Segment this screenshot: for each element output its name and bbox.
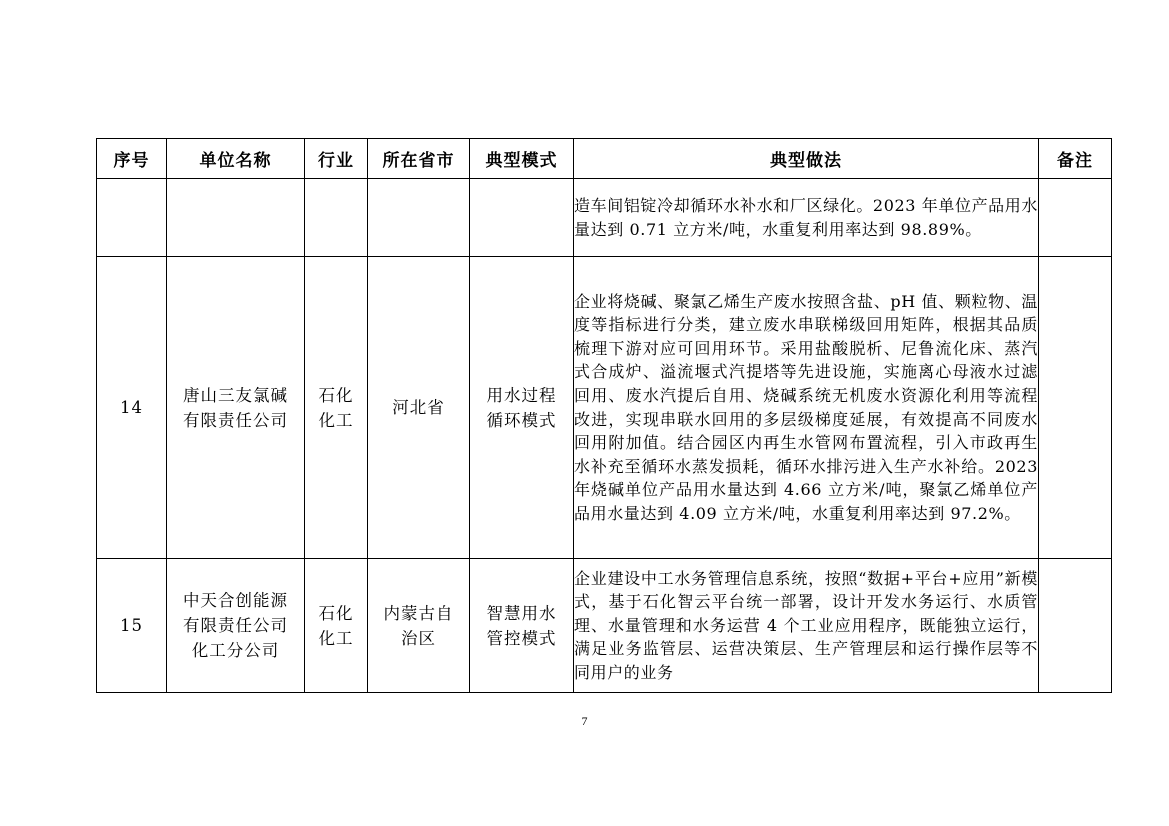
cell-industry (305, 179, 368, 257)
table-row (97, 179, 1112, 257)
table-header-row (97, 139, 1112, 179)
cell-remark (1039, 179, 1112, 257)
cases-table (96, 138, 1112, 693)
cell-remark (1039, 257, 1112, 559)
cell-industry: 石化化工 (305, 257, 368, 559)
table-row (97, 559, 1112, 693)
cell-method: 企业建设中工水务管理信息系统，按照“数据+平台+应用”新模式，基于石化智云平台统一部署，设计开发水务运行、水质管理、水量管理和水务运营 4 个工业应用程序，既能独立运行，满足业务监管层、运营决策层、生产管理层和运行操作层等不同用户的业务 (574, 559, 1039, 693)
header-mode: 典型模式 (470, 139, 574, 179)
cell-mode (470, 179, 574, 257)
cell-no (97, 179, 167, 257)
cell-method: 造车间铝锭冷却循环水补水和厂区绿化。2023 年单位产品用水量达到 0.71 立方米/吨，水重复利用率达到 98.89%。 (574, 179, 1039, 257)
cell-remark (1039, 559, 1112, 693)
cell-mode: 智慧用水管控模式 (470, 559, 574, 693)
table-row (97, 257, 1112, 559)
header-remark: 备注 (1039, 139, 1112, 179)
cell-method: 企业将烧碱、聚氯乙烯生产废水按照含盐、pH 值、颗粒物、温度等指标进行分类，建立废水串联梯级回用矩阵，根据其品质梳理下游对应可回用环节。采用盐酸脱析、尼鲁流化床、蒸汽式合成炉、溢流堰式汽提塔等先进设施，实施离心母液水过滤回用、废水汽提后自用、烧碱系统无机废水资源化利用等流程改进，实现串联水回用的多层级梯度延展，有效提高不同废水回用附加值。结合园区内再生水管网布置流程，引入市政再生水补充至循环水蒸发损耗，循环水排污进入生产水补给。2023 年烧碱单位产品用水量达到 4.66 立方米/吨，聚氯乙烯单位产品用水量达到 4.09 立方米/吨，水重复利用率达到 97.2%。 (574, 257, 1039, 559)
cell-province (368, 179, 470, 257)
cell-mode: 用水过程循环模式 (470, 257, 574, 559)
cell-no: 15 (97, 559, 167, 693)
cell-province: 内蒙古自治区 (368, 559, 470, 693)
cell-no: 14 (97, 257, 167, 559)
header-no: 序号 (97, 139, 167, 179)
cell-industry: 石化化工 (305, 559, 368, 693)
header-unit: 单位名称 (167, 139, 305, 179)
cell-unit: 中天合创能源有限责任公司化工分公司 (167, 559, 305, 693)
header-industry: 行业 (305, 139, 368, 179)
cell-unit (167, 179, 305, 257)
cell-province: 河北省 (368, 257, 470, 559)
cell-unit: 唐山三友氯碱有限责任公司 (167, 257, 305, 559)
header-province: 所在省市 (368, 139, 470, 179)
page-number: 7 (581, 714, 588, 728)
header-method: 典型做法 (574, 139, 1039, 179)
